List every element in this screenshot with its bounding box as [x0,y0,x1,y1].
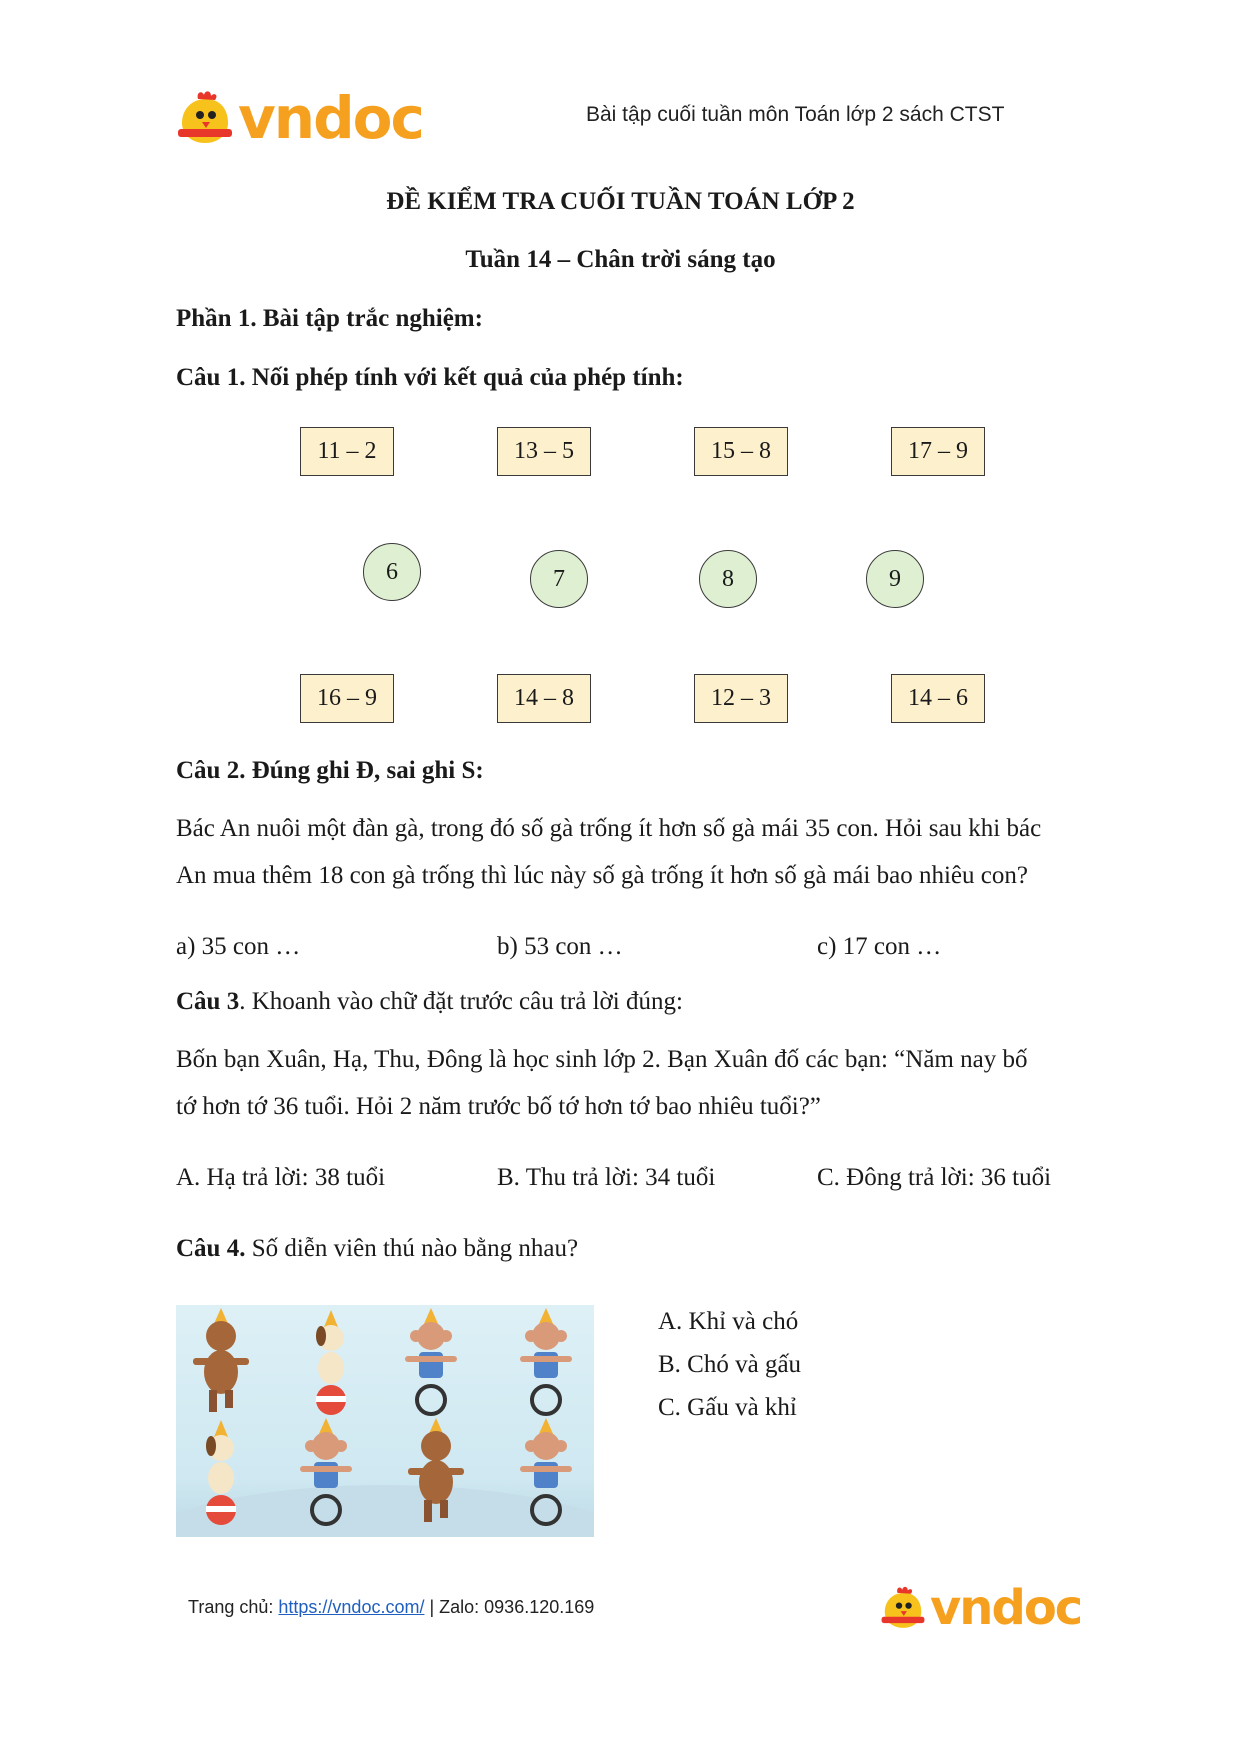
q3-heading [176,988,683,1016]
q4-option-a: A. Khỉ và chó [658,1308,799,1335]
footer-logo-wordmark: vndoc [930,1580,1082,1636]
q3-option-c: C. Đông trả lời: 36 tuổi [817,1164,1052,1191]
bear-icon [193,1308,249,1412]
q2-problem-line-1: Bác An nuôi một đàn gà, trong đó số gà trống ít hơn số gà mái 35 con. Hỏi sau khi bác [176,815,1042,842]
circus-animals-picture [176,1305,594,1537]
q3-instruction: . Khoanh vào chữ đặt trước câu trả lời đúng: [239,988,683,1015]
q2-option-c: c) 17 con … [817,933,942,960]
page-subtitle: Tuần 14 – Chân trời sáng tạo [465,246,776,273]
page-title: ĐỀ KIỂM TRA CUỐI TUẦN TOÁN LỚP 2 [386,188,855,215]
footer-homepage-link[interactable]: https://vndoc.com/ [278,1597,425,1617]
q2-problem-line-2: An mua thêm 18 con gà trống thì lúc này số gà trống ít hơn số gà mái bao nhiêu con? [176,862,1028,889]
q3-label: Câu 3 [176,988,240,1015]
q1-result-circle-3: 8 [699,550,757,608]
q2-heading: Câu 2. Đúng ghi Đ, sai ghi S: [176,757,484,784]
q1-bottom-expr-3: 12 – 3 [694,674,788,723]
q1-bottom-expr-2: 14 – 8 [497,674,591,723]
q1-result-circle-4: 9 [866,550,924,608]
q4-option-c: C. Gấu và khỉ [658,1394,797,1421]
q3-option-b: B. Thu trả lời: 34 tuổi [497,1164,716,1191]
footer-prefix: Trang chủ: [188,1597,279,1617]
q1-top-expr-4: 17 – 9 [891,427,985,476]
q3-problem-line-2: tớ hơn tớ 36 tuổi. Hỏi 2 năm trước bố tớ hơn tớ bao nhiêu tuổi?” [176,1093,821,1120]
q1-top-expr-1: 11 – 2 [300,427,394,476]
header-document-title: Bài tập cuối tuần môn Toán lớp 2 sách CTST [586,103,1005,126]
q1-top-expr-3: 15 – 8 [694,427,788,476]
q2-option-b: b) 53 con … [497,933,623,960]
q1-top-expr-2: 13 – 5 [497,427,591,476]
q3-option-a: A. Hạ trả lời: 38 tuổi [176,1164,386,1191]
dog-icon [316,1310,346,1415]
logo-wordmark: vndoc [238,84,423,152]
footer-zalo: | Zalo: 0936.120.169 [424,1597,595,1617]
q4-option-b: B. Chó và gấu [658,1351,802,1378]
part1-heading: Phần 1. Bài tập trắc nghiệm: [176,305,483,332]
q4-instruction: Số diễn viên thú nào bằng nhau? [245,1235,579,1262]
monkey-icon [520,1308,572,1414]
q3-problem-line-1: Bốn bạn Xuân, Hạ, Thu, Đông là học sinh lớp 2. Bạn Xuân đố các bạn: “Năm nay bố [176,1046,1028,1073]
circus-animals-illustration [176,1305,594,1537]
footer-logo [880,1580,1081,1636]
chicken-mascot-icon [880,1585,926,1631]
footer-contact [188,1597,594,1618]
q1-bottom-expr-4: 14 – 6 [891,674,985,723]
chicken-mascot-icon [176,89,234,147]
dog-icon [206,1420,236,1525]
q2-option-a: a) 35 con … [176,933,301,960]
q1-result-circle-1: 6 [363,543,421,601]
q1-result-circle-2: 7 [530,550,588,608]
q1-bottom-expr-1: 16 – 9 [300,674,394,723]
q4-heading [176,1235,578,1263]
monkey-icon [405,1308,457,1414]
q4-label: Câu 4. [176,1235,246,1262]
header-logo [176,84,423,152]
q1-heading: Câu 1. Nối phép tính với kết quả của phép tính: [176,364,684,391]
